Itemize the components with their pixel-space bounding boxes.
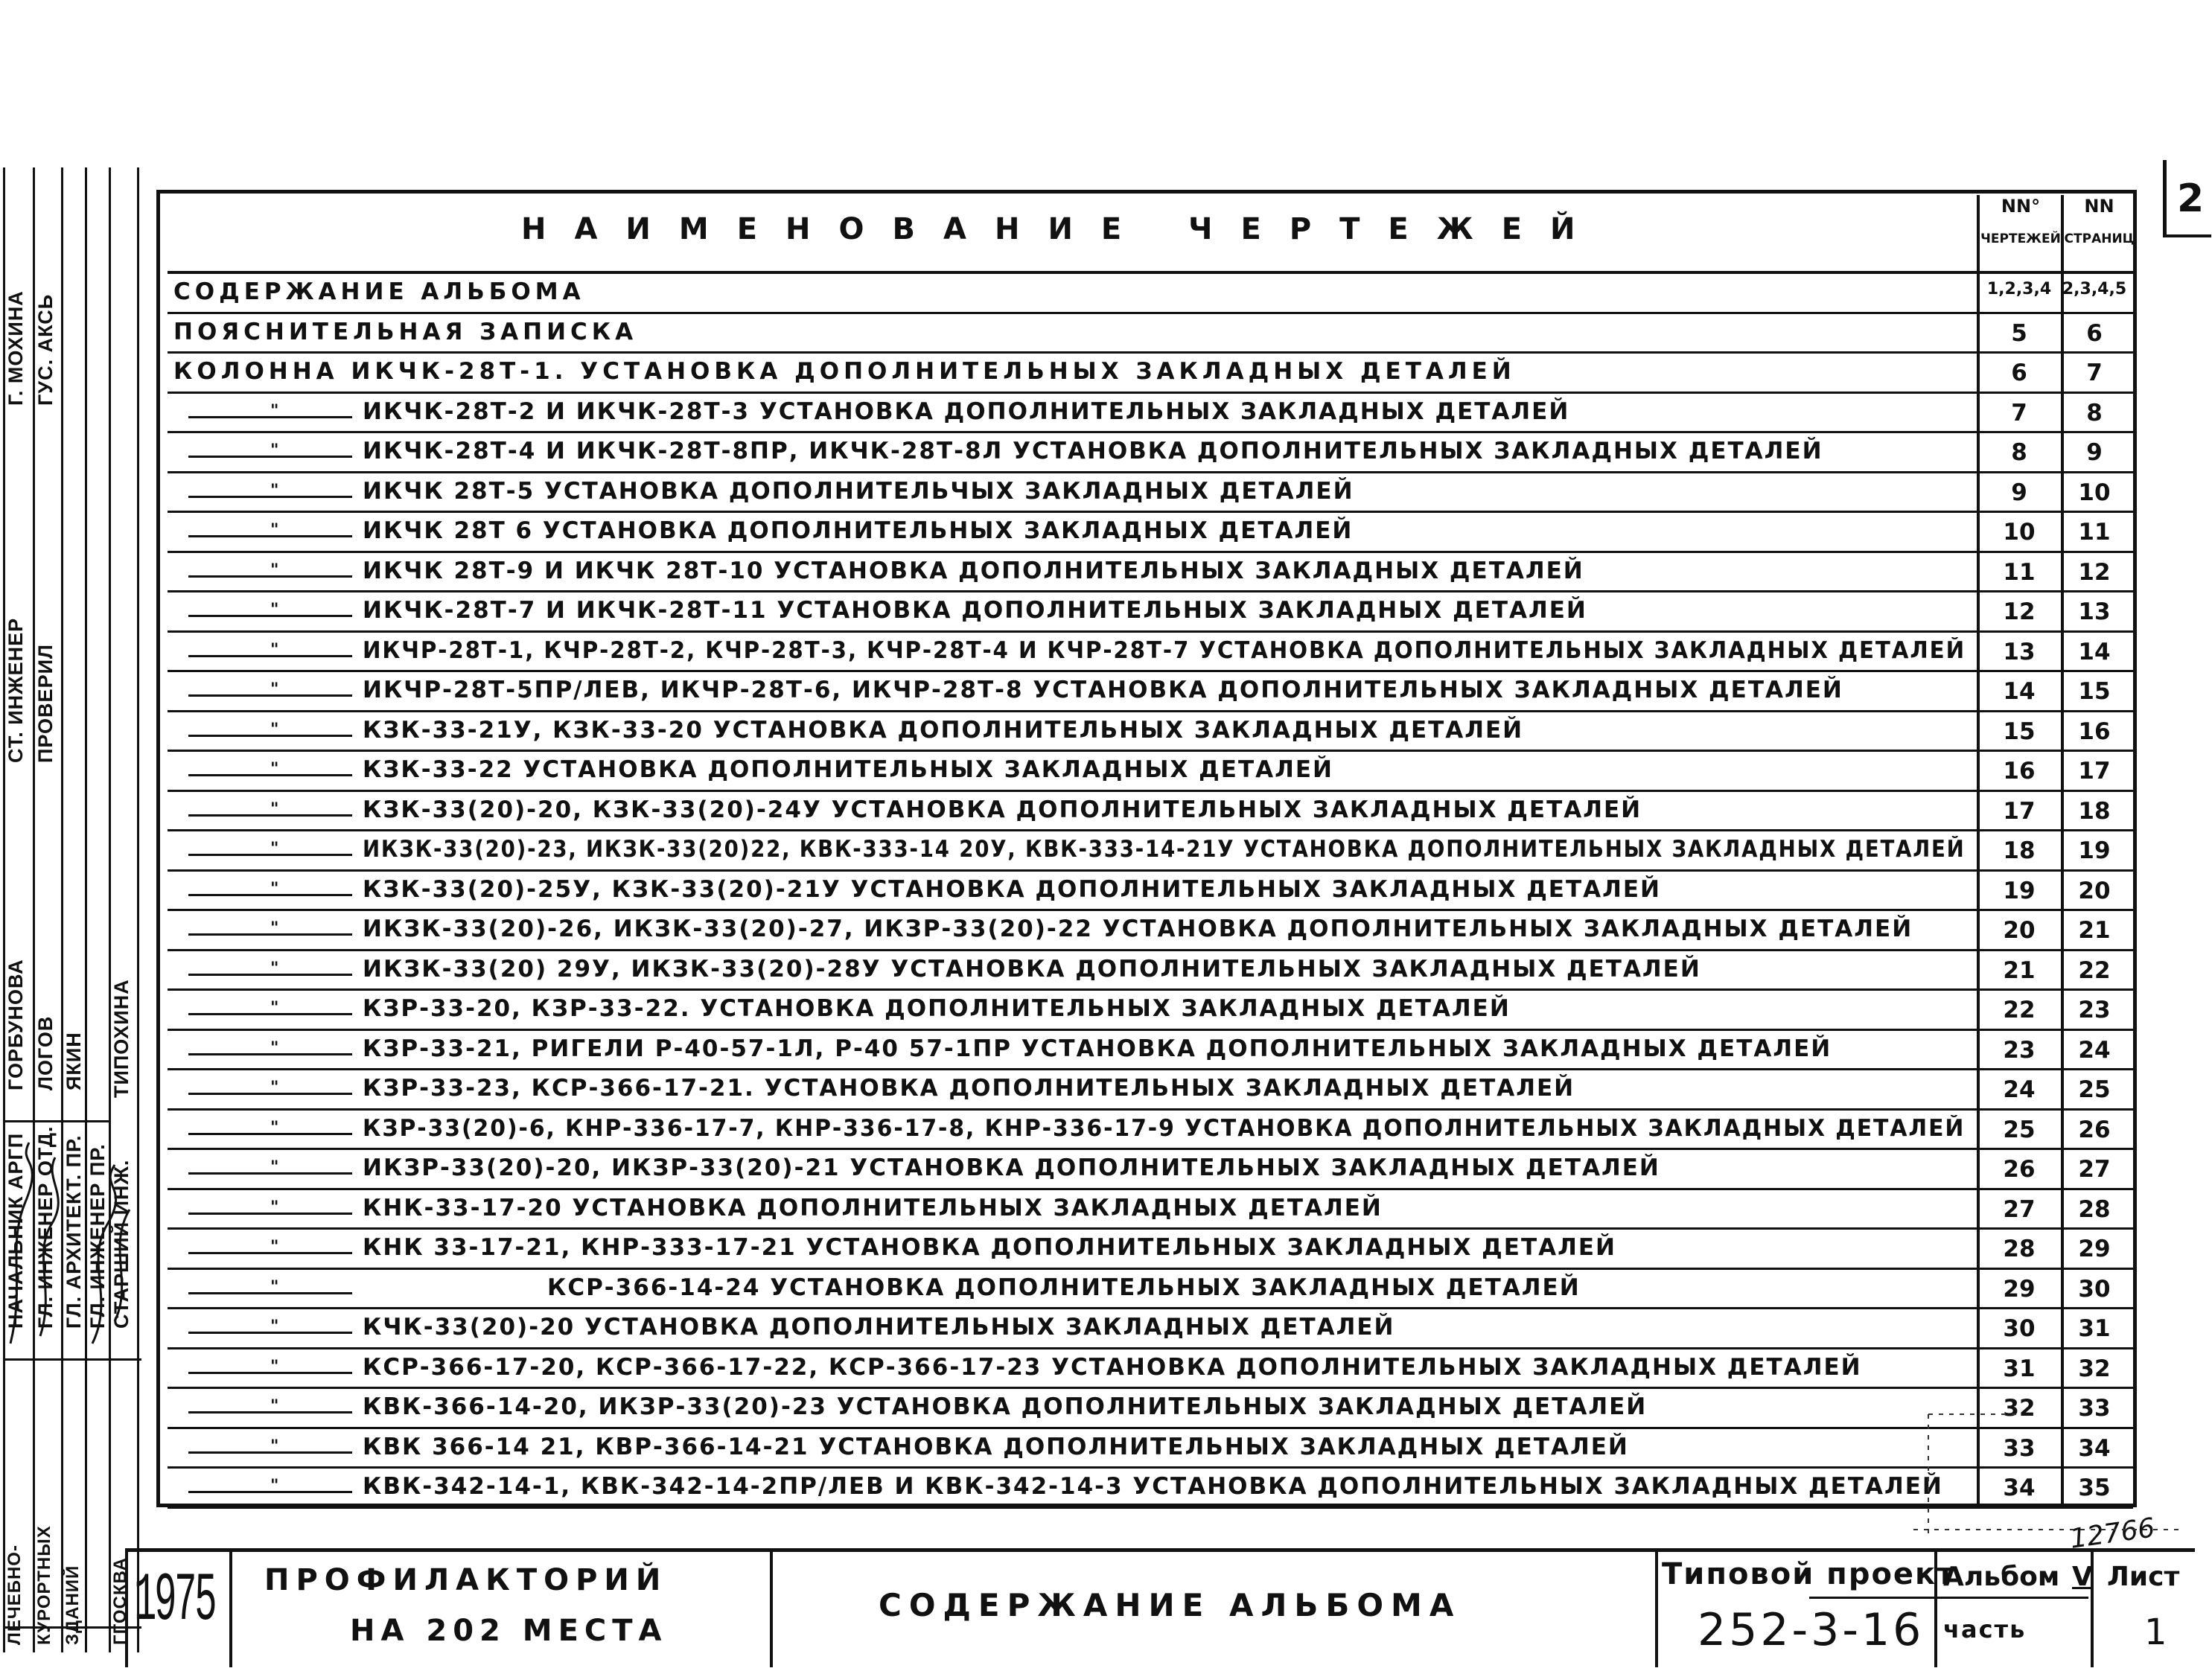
page-reference: 23 bbox=[2078, 997, 2111, 1023]
ditto-quote: " bbox=[270, 1317, 279, 1336]
page-reference: 14 bbox=[2078, 638, 2111, 665]
page-reference: 2,3,4,5 bbox=[2062, 280, 2127, 298]
ditto-quote: " bbox=[270, 401, 279, 421]
table-row bbox=[168, 513, 2133, 553]
table-row bbox=[168, 951, 2133, 991]
side-stamp-name-1: ГОРБУНОВА bbox=[4, 959, 27, 1090]
table-row bbox=[168, 473, 2133, 514]
drawing-number: 7 bbox=[2011, 399, 2027, 427]
col-header-drawings bbox=[1980, 195, 2061, 250]
ditto-mark bbox=[188, 1038, 352, 1058]
drawing-number: 27 bbox=[2003, 1195, 2036, 1223]
drawing-name: ИКЧК-28Т-2 И ИКЧК-28Т-3 УСТАНОВКА ДОПОЛНИТЕЛЬНЫХ ЗАКЛАДНЫХ ДЕТАЛЕЙ bbox=[363, 397, 1570, 425]
drawing-name: КВК 366-14 21, КВР-366-14-21 УСТАНОВКА ДОПОЛНИТЕЛЬНЫХ ЗАКЛАДНЫХ ДЕТАЛЕЙ bbox=[363, 1433, 1629, 1460]
page-reference: 27 bbox=[2078, 1156, 2111, 1183]
ditto-quote: " bbox=[270, 560, 279, 580]
project-number: 252-3-16 bbox=[1698, 1604, 1925, 1656]
table-row bbox=[168, 1111, 2133, 1151]
drawing-number: 24 bbox=[2003, 1076, 2036, 1103]
drawing-name: КНК-33-17-20 УСТАНОВКА ДОПОЛНИТЕЛЬНЫХ ЗАКЛАДНЫХ ДЕТАЛЕЙ bbox=[363, 1194, 1383, 1221]
ditto-mark bbox=[188, 720, 352, 739]
ditto-quote: " bbox=[270, 1357, 279, 1376]
ditto-quote: " bbox=[270, 680, 279, 699]
side-stamp-role-6: СТ. ИНЖЕНЕР bbox=[4, 617, 27, 763]
table-row bbox=[168, 991, 2133, 1031]
drawing-number: 22 bbox=[2003, 997, 2036, 1023]
page-reference: 30 bbox=[2078, 1275, 2111, 1303]
ditto-quote: " bbox=[270, 1397, 279, 1416]
ditto-mark bbox=[188, 1238, 352, 1256]
drawing-number: 8 bbox=[2011, 439, 2027, 466]
page-reference: 28 bbox=[2078, 1195, 2111, 1223]
side-stamp-name-4: ТИПОХИНА bbox=[110, 979, 133, 1098]
drawing-name: КОЛОННА ИКЧК-28Т-1. УСТАНОВКА ДОПОЛНИТЕЛЬНЫХ ЗАКЛАДНЫХ ДЕТАЛЕЙ bbox=[173, 358, 1516, 385]
drawing-name: ИКЗР-33(20)-20, ИКЗР-33(20)-21 УСТАНОВКА ДОПОЛНИТЕЛЬНЫХ ЗАКЛАДНЫХ ДЕТАЛЕЙ bbox=[363, 1154, 1660, 1181]
page-reference: 22 bbox=[2078, 956, 2111, 984]
drawing-number: 25 bbox=[2003, 1116, 2036, 1143]
page-reference: 15 bbox=[2078, 678, 2111, 705]
ditto-mark bbox=[188, 640, 352, 659]
table-row bbox=[168, 831, 2133, 872]
page-reference: 11 bbox=[2078, 519, 2111, 546]
drawing-name: КСР-366-14-24 УСТАНОВКА ДОПОЛНИТЕЛЬНЫХ ЗАКЛАДНЫХ ДЕТАЛЕЙ bbox=[547, 1274, 1581, 1301]
table-row bbox=[168, 1429, 2133, 1469]
drawing-number: 32 bbox=[2003, 1395, 2036, 1422]
ditto-quote: " bbox=[270, 1198, 279, 1217]
drawing-number: 23 bbox=[2003, 1036, 2036, 1064]
drawing-number: 5 bbox=[2011, 319, 2027, 347]
drawing-name: ИКЗК-33(20)-26, ИКЗК-33(20)-27, ИКЗР-33(20)-22 УСТАНОВКА ДОПОЛНИТЕЛЬНЫХ ЗАКЛАДНЫХ ДЕТАЛЕЙ bbox=[363, 916, 1913, 942]
page-reference: 33 bbox=[2078, 1395, 2111, 1422]
table-row bbox=[168, 592, 2133, 633]
table-row bbox=[168, 1349, 2133, 1390]
ditto-quote: " bbox=[270, 919, 279, 938]
side-stamp-name-5: Г. МОХИНА bbox=[4, 290, 27, 406]
title-block-divider bbox=[1809, 1597, 2088, 1599]
table-row bbox=[168, 752, 2133, 792]
ditto-mark bbox=[188, 1277, 352, 1297]
ditto-quote: " bbox=[270, 640, 279, 659]
drawing-number: 33 bbox=[2003, 1434, 2036, 1462]
ditto-mark bbox=[188, 840, 352, 858]
ditto-mark bbox=[188, 1477, 352, 1495]
ditto-quote: " bbox=[270, 1118, 279, 1137]
drawing-name: ИКЧК-28Т-4 И ИКЧК-28Т-8ПР, ИКЧК-28Т-8Л УСТАНОВКА ДОПОЛНИТЕЛЬНЫХ ЗАКЛАДНЫХ ДЕТАЛЕЙ bbox=[363, 438, 1823, 464]
page-reference: 16 bbox=[2078, 718, 2111, 745]
drawing-number: 21 bbox=[2003, 956, 2036, 984]
ditto-mark bbox=[188, 799, 352, 819]
ditto-mark bbox=[188, 481, 352, 500]
table-title: НАИМЕНОВАНИЕ ЧЕРТЕЖЕЙ bbox=[521, 212, 1604, 246]
object-name-line2: НА 202 МЕСТА bbox=[350, 1614, 668, 1648]
table-row bbox=[168, 712, 2133, 753]
ditto-mark bbox=[188, 999, 352, 1018]
page-reference: 35 bbox=[2078, 1475, 2111, 1501]
drawing-name: ИКЧК-28Т-7 И ИКЧК-28Т-11 УСТАНОВКА ДОПОЛНИТЕЛЬНЫХ ЗАКЛАДНЫХ ДЕТАЛЕЙ bbox=[363, 597, 1587, 624]
page-reference: 21 bbox=[2078, 917, 2111, 944]
drawing-name: КСР-366-17-20, КСР-366-17-22, КСР-366-17-23 УСТАНОВКА ДОПОЛНИТЕЛЬНЫХ ЗАКЛАДНЫХ ДЕТАЛЕЙ bbox=[363, 1353, 1862, 1381]
col-header-pages bbox=[2064, 195, 2135, 250]
sheet-number: 1 bbox=[2144, 1611, 2167, 1653]
ditto-quote: " bbox=[270, 1158, 279, 1177]
ditto-quote: " bbox=[270, 840, 279, 858]
ditto-quote: " bbox=[270, 521, 279, 540]
side-stamp-role-2: ГЛ. ИНЖЕНЕР ОТД. bbox=[34, 1125, 57, 1329]
ditto-mark bbox=[188, 1397, 352, 1416]
sheet-label: Лист bbox=[2107, 1562, 2180, 1592]
drawing-name: КЗК-33(20)-25У, КЗК-33(20)-21У УСТАНОВКА ДОПОЛНИТЕЛЬНЫХ ЗАКЛАДНЫХ ДЕТАЛЕЙ bbox=[363, 875, 1661, 903]
drawing-name: КЗК-33(20)-20, КЗК-33(20)-24У УСТАНОВКА ДОПОЛНИТЕЛЬНЫХ ЗАКЛАДНЫХ ДЕТАЛЕЙ bbox=[363, 796, 1642, 823]
col-header-pages-line2: СТРАНИЦ bbox=[2064, 231, 2135, 246]
drawing-number: 15 bbox=[2003, 718, 2036, 745]
side-stamp-role-3: ГЛ. АРХИТЕКТ. ПР. bbox=[63, 1134, 85, 1329]
drawing-number: 11 bbox=[2003, 558, 2036, 586]
ditto-quote: " bbox=[270, 1238, 279, 1256]
drawing-number: 16 bbox=[2003, 758, 2036, 785]
table-row bbox=[168, 1070, 2133, 1111]
page-reference: 25 bbox=[2078, 1076, 2111, 1103]
ditto-quote: " bbox=[270, 879, 279, 898]
album-label: Альбом bbox=[1943, 1562, 2060, 1592]
ditto-mark bbox=[188, 1437, 352, 1456]
year: 1975 bbox=[134, 1562, 215, 1640]
ditto-quote: " bbox=[270, 1477, 279, 1495]
side-stamp-role-1: НАЧАЛЬНИК АРГП bbox=[4, 1132, 27, 1329]
table-row bbox=[168, 1469, 2133, 1509]
drawing-name: ИКЗК-33(20)-23, ИКЗК-33(20)22, КВК-333-14 20У, КВК-333-14-21У УСТАНОВКА ДОПОЛНИТЕЛЬНЫХ ЗАКЛАДНЫХ ДЕТАЛЕЙ bbox=[363, 836, 1966, 863]
table-row bbox=[168, 553, 2133, 593]
page-reference: 7 bbox=[2086, 360, 2103, 386]
table-row bbox=[168, 872, 2133, 912]
side-stamp-org-1: ЛЕЧЕБНО- bbox=[4, 1544, 25, 1645]
ditto-mark bbox=[188, 1158, 352, 1177]
page-reference: 32 bbox=[2078, 1355, 2111, 1382]
col-header-drawings-line1: NN° bbox=[2001, 196, 2041, 217]
side-stamp-org-3: ЗДАНИЙ bbox=[63, 1565, 83, 1645]
drawing-number: 26 bbox=[2003, 1156, 2036, 1183]
signatures bbox=[3, 1132, 141, 1358]
page-reference: 12 bbox=[2078, 558, 2111, 586]
ditto-quote: " bbox=[270, 760, 279, 779]
drawing-number: 10 bbox=[2003, 519, 2036, 546]
side-stamp-role-4: ГЛ. ИНЖЕНЕР ПР. bbox=[86, 1143, 109, 1329]
side-stamp-org-2: КУРОРТНЫХ bbox=[34, 1525, 54, 1645]
page-reference: 29 bbox=[2078, 1236, 2111, 1262]
ditto-quote: " bbox=[270, 959, 279, 978]
col-header-pages-line1: NN bbox=[2084, 196, 2114, 217]
drawing-name: КЗР-33-20, КЗР-33-22. УСТАНОВКА ДОПОЛНИТЕЛЬНЫХ ЗАКЛАДНЫХ ДЕТАЛЕЙ bbox=[363, 995, 1511, 1022]
pencil-bracket bbox=[1899, 1399, 2211, 1548]
table-row bbox=[168, 433, 2133, 473]
ditto-mark bbox=[188, 401, 352, 421]
page-reference: 34 bbox=[2078, 1434, 2111, 1462]
ditto-quote: " bbox=[270, 999, 279, 1018]
page-number: 2 bbox=[2177, 176, 2205, 221]
drawing-number: 20 bbox=[2003, 917, 2036, 944]
drawing-name: КЧК-33(20)-20 УСТАНОВКА ДОПОЛНИТЕЛЬНЫХ ЗАКЛАДНЫХ ДЕТАЛЕЙ bbox=[363, 1314, 1395, 1341]
album-number: V bbox=[2072, 1562, 2093, 1592]
drawing-name: КЗР-33-23, КСР-366-17-21. УСТАНОВКА ДОПОЛНИТЕЛЬНЫХ ЗАКЛАДНЫХ ДЕТАЛЕЙ bbox=[363, 1075, 1575, 1102]
drawing-name: КЗК-33-22 УСТАНОВКА ДОПОЛНИТЕЛЬНЫХ ЗАКЛАДНЫХ ДЕТАЛЕЙ bbox=[363, 756, 1333, 783]
table-row bbox=[168, 1150, 2133, 1190]
side-stamp-name-3: ЯКИН bbox=[63, 1032, 85, 1090]
side-stamp-role-7: ПРОВЕРИЛ bbox=[34, 644, 57, 763]
drawing-name: СОДЕРЖАНИЕ АЛЬБОМА bbox=[173, 278, 585, 305]
ditto-quote: " bbox=[270, 720, 279, 739]
object-name-line1: ПРОФИЛАКТОРИЙ bbox=[264, 1563, 668, 1597]
drawing-name: КВК-342-14-1, КВК-342-14-2ПР/ЛЕВ И КВК-342-14-3 УСТАНОВКА ДОПОЛНИТЕЛЬНЫХ ЗАКЛАДНЫХ ДЕТАЛЕЙ bbox=[363, 1473, 1943, 1500]
table-row bbox=[168, 394, 2133, 434]
table-row bbox=[168, 1230, 2133, 1270]
ditto-quote: " bbox=[270, 441, 279, 460]
ditto-mark bbox=[188, 1118, 352, 1137]
page-reference: 8 bbox=[2086, 399, 2103, 427]
drawing-number: 18 bbox=[2003, 837, 2036, 864]
table-row bbox=[168, 1270, 2133, 1310]
ditto-mark bbox=[188, 919, 352, 938]
side-stamp bbox=[3, 167, 141, 1652]
drawing-name: ИКЗК-33(20) 29У, ИКЗК-33(20)-28У УСТАНОВКА ДОПОЛНИТЕЛЬНЫХ ЗАКЛАДНЫХ ДЕТАЛЕЙ bbox=[363, 955, 1701, 983]
table-row bbox=[168, 314, 2133, 354]
drawing-name: КВК-366-14-20, ИКЗР-33(20)-23 УСТАНОВКА ДОПОЛНИТЕЛЬНЫХ ЗАКЛАДНЫХ ДЕТАЛЕЙ bbox=[363, 1393, 1648, 1420]
table-row bbox=[168, 274, 2133, 314]
page-reference: 9 bbox=[2086, 439, 2103, 466]
drawing-name: ИКЧК 28Т-5 УСТАНОВКА ДОПОЛНИТЕЛЬЧЫХ ЗАКЛАДНЫХ ДЕТАЛЕЙ bbox=[363, 477, 1354, 505]
drawing-number: 19 bbox=[2003, 877, 2036, 904]
page-reference: 19 bbox=[2078, 837, 2111, 864]
page-reference: 26 bbox=[2078, 1116, 2111, 1143]
col-header-drawings-line2: ЧЕРТЕЖЕЙ bbox=[1980, 231, 2061, 246]
ditto-quote: " bbox=[270, 1277, 279, 1297]
ditto-mark bbox=[188, 560, 352, 580]
sheet-title: СОДЕРЖАНИЕ АЛЬБОМА bbox=[879, 1587, 1462, 1623]
drawing-name: КЗР-33(20)-6, КНР-336-17-7, КНР-336-17-8, КНР-336-17-9 УСТАНОВКА ДОПОЛНИТЕЛЬНЫХ ЗАКЛАДНЫХ ДЕТАЛЕЙ bbox=[363, 1114, 1966, 1142]
drawing-name: ИКЧР-28Т-5ПР/ЛЕВ, ИКЧР-28Т-6, ИКЧР-28Т-8 УСТАНОВКА ДОПОЛНИТЕЛЬНЫХ ЗАКЛАДНЫХ ДЕТАЛЕЙ bbox=[363, 677, 1843, 703]
ditto-quote: " bbox=[270, 799, 279, 819]
drawing-number: 34 bbox=[2003, 1475, 2036, 1501]
drawing-name: ИКЧР-28Т-1, КЧР-28Т-2, КЧР-28Т-3, КЧР-28Т-4 И КЧР-28Т-7 УСТАНОВКА ДОПОЛНИТЕЛЬНЫХ ЗАКЛАДНЫХ ДЕТАЛЕЙ bbox=[363, 636, 1966, 664]
drawing-number: 17 bbox=[2003, 797, 2036, 825]
ditto-mark bbox=[188, 959, 352, 978]
page-reference: 24 bbox=[2078, 1036, 2111, 1064]
ditto-mark bbox=[188, 680, 352, 699]
drawing-number: 30 bbox=[2003, 1315, 2036, 1342]
drawing-name: КЗР-33-21, РИГЕЛИ Р-40-57-1Л, Р-40 57-1ПР УСТАНОВКА ДОПОЛНИТЕЛЬНЫХ ЗАКЛАДНЫХ ДЕТАЛЕЙ bbox=[363, 1035, 1832, 1062]
table-row bbox=[168, 1031, 2133, 1071]
ditto-quote: " bbox=[270, 1437, 279, 1456]
page-number-box bbox=[2163, 160, 2211, 237]
handwritten-note: 12766 bbox=[2068, 1512, 2157, 1555]
drawing-number: 14 bbox=[2003, 678, 2036, 705]
page-reference: 10 bbox=[2078, 479, 2111, 506]
ditto-mark bbox=[188, 1317, 352, 1336]
table-row bbox=[168, 1389, 2133, 1429]
ditto-quote: " bbox=[270, 1079, 279, 1097]
drawing-name: ИКЧК 28Т 6 УСТАНОВКА ДОПОЛНИТЕЛЬНЫХ ЗАКЛАДНЫХ ДЕТАЛЕЙ bbox=[363, 517, 1354, 544]
ditto-mark bbox=[188, 1357, 352, 1376]
ditto-mark bbox=[188, 521, 352, 540]
table-row bbox=[168, 1309, 2133, 1349]
table-row bbox=[168, 672, 2133, 712]
page-reference: 18 bbox=[2078, 797, 2111, 825]
drawing-number: 6 bbox=[2011, 360, 2027, 386]
drawing-number: 1,2,3,4 bbox=[1986, 280, 2052, 298]
drawing-number: 13 bbox=[2003, 638, 2036, 665]
project-label: Типовой проект bbox=[1662, 1557, 1956, 1591]
side-stamp-role-5: СТАРШИЙ ИНЖ. bbox=[110, 1159, 133, 1329]
drawing-number: 12 bbox=[2003, 598, 2036, 625]
table-row bbox=[168, 633, 2133, 673]
ditto-mark bbox=[188, 441, 352, 460]
page-reference: 13 bbox=[2078, 598, 2111, 625]
page-reference: 31 bbox=[2078, 1315, 2111, 1342]
table-row bbox=[168, 1190, 2133, 1230]
drawing-number: 28 bbox=[2003, 1236, 2036, 1262]
side-stamp-org-4: ГГОСКВА bbox=[110, 1556, 130, 1645]
side-stamp-name-2: ЛОГОВ bbox=[34, 1015, 57, 1090]
ditto-quote: " bbox=[270, 1038, 279, 1058]
ditto-mark bbox=[188, 760, 352, 779]
page-reference: 20 bbox=[2078, 877, 2111, 904]
ditto-quote: " bbox=[270, 601, 279, 619]
drawing-name: КНК 33-17-21, КНР-333-17-21 УСТАНОВКА ДОПОЛНИТЕЛЬНЫХ ЗАКЛАДНЫХ ДЕТАЛЕЙ bbox=[363, 1234, 1616, 1261]
page-reference: 17 bbox=[2078, 758, 2111, 785]
ditto-mark bbox=[188, 601, 352, 619]
drawing-number: 31 bbox=[2003, 1355, 2036, 1382]
table-row bbox=[168, 911, 2133, 951]
side-stamp-name-6: ГУС. АКСЬ bbox=[34, 293, 57, 406]
part-label: часть bbox=[1943, 1615, 2027, 1643]
ditto-quote: " bbox=[270, 481, 279, 500]
drawing-name: ИКЧК 28Т-9 И ИКЧК 28Т-10 УСТАНОВКА ДОПОЛНИТЕЛЬНЫХ ЗАКЛАДНЫХ ДЕТАЛЕЙ bbox=[363, 557, 1584, 584]
ditto-mark bbox=[188, 879, 352, 898]
table-row bbox=[168, 792, 2133, 832]
drawing-number: 29 bbox=[2003, 1275, 2036, 1303]
table-row bbox=[168, 354, 2133, 394]
drawing-number: 9 bbox=[2011, 479, 2027, 506]
ditto-mark bbox=[188, 1079, 352, 1097]
page-reference: 6 bbox=[2086, 319, 2103, 347]
ditto-mark bbox=[188, 1198, 352, 1217]
drawing-name: КЗК-33-21У, КЗК-33-20 УСТАНОВКА ДОПОЛНИТЕЛЬНЫХ ЗАКЛАДНЫХ ДЕТАЛЕЙ bbox=[363, 716, 1524, 744]
drawing-name: ПОЯСНИТЕЛЬНАЯ ЗАПИСКА bbox=[173, 318, 638, 345]
